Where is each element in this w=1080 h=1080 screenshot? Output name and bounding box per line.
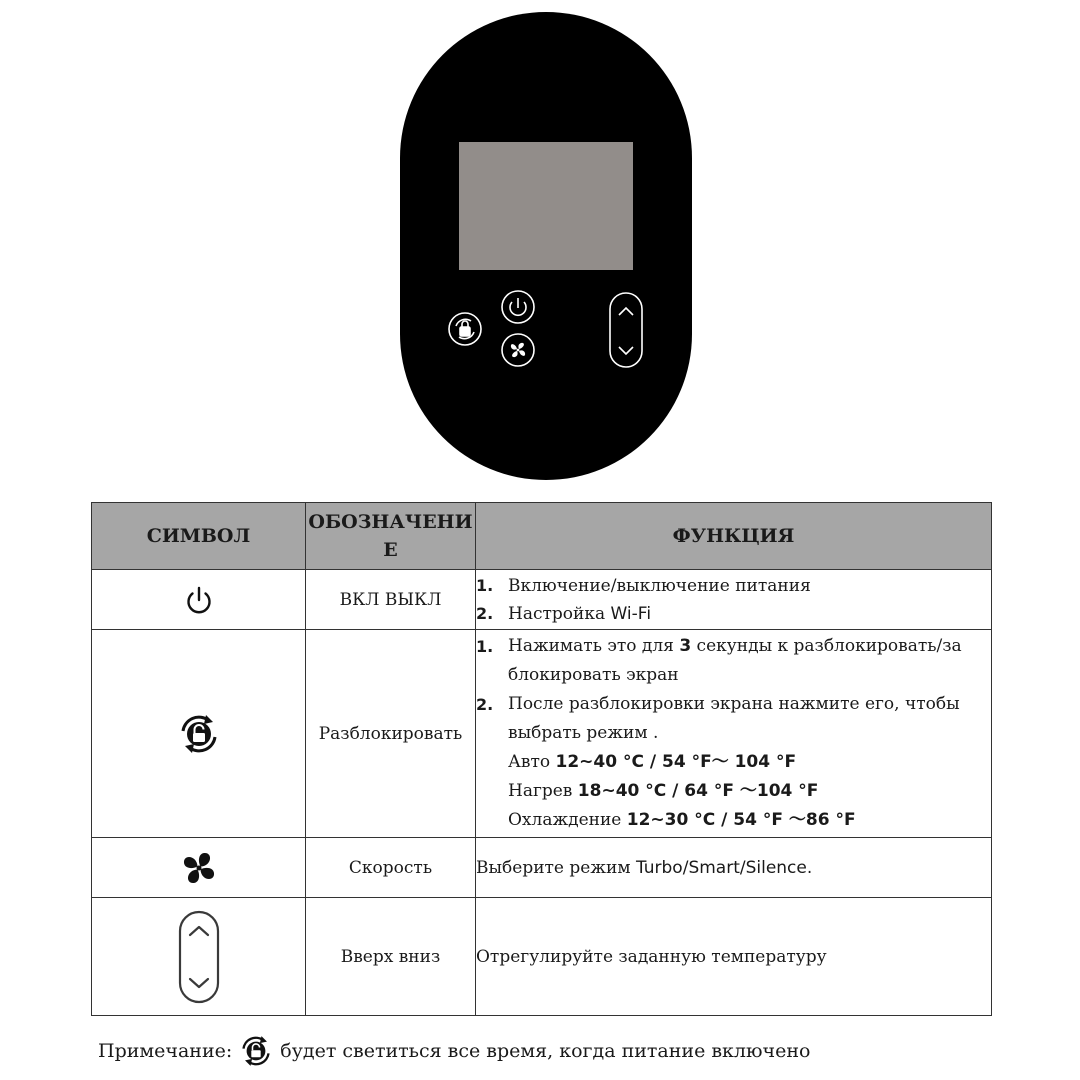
- designation-cell: Разблокировать: [306, 630, 476, 838]
- function-table: [91, 502, 992, 1016]
- function-cell: [476, 570, 992, 630]
- list-item: 2. Настройка Wi-Fi: [476, 603, 652, 624]
- symbol-cell: [92, 898, 306, 1016]
- designation-cell: Вверх вниз: [306, 898, 476, 1016]
- chevron-down-icon: [190, 979, 208, 987]
- table-row: [92, 570, 992, 630]
- table-row: [92, 898, 992, 1016]
- designation-cell: Скорость: [306, 838, 476, 898]
- list-item: 2. После разблокировки экрана нажмите его, чтобы выбрать режим .: [476, 694, 960, 743]
- table-header-row: [92, 503, 992, 570]
- function-cell: Выберите режим Turbo/Smart/Silence.: [476, 838, 992, 898]
- note-text: будет светиться все время, когда питание включено: [280, 1040, 811, 1062]
- mode-cool: Охлаждение 12~30 °C / 54 °F ～86 °F: [508, 810, 856, 830]
- thermostat-device: [400, 12, 692, 480]
- lock-rotate-icon: [176, 723, 222, 742]
- table-row: [92, 630, 992, 838]
- symbol-cell: [92, 630, 306, 838]
- note-label: Примечание:: [98, 1040, 233, 1062]
- header-function: ФУНКЦИЯ: [476, 503, 992, 570]
- symbol-cell: [92, 838, 306, 898]
- header-designation: ОБОЗНАЧЕНИЕ: [306, 503, 476, 570]
- table-row: [92, 838, 992, 898]
- fan-icon: [179, 857, 219, 876]
- function-cell: Отрегулируйте заданную температуру: [476, 898, 992, 1016]
- symbol-cell: [92, 570, 306, 630]
- chevron-up-icon: [190, 927, 208, 935]
- function-cell: [476, 630, 992, 838]
- lock-rotate-icon: [238, 1033, 274, 1069]
- footnote: [98, 1033, 810, 1069]
- list-item: 1. Нажимать это для 3 секунды к разблокировать/за блокировать экран: [476, 636, 962, 685]
- designation-cell: ВКЛ ВЫКЛ: [306, 570, 476, 630]
- mode-heat: Нагрев 18~40 °C / 64 °F ～104 °F: [508, 781, 819, 801]
- up-down-icon: [177, 946, 221, 965]
- header-symbol: СИМВОЛ: [92, 503, 306, 570]
- mode-auto: Авто 12~40 °C / 54 °F～ 104 °F: [508, 752, 797, 772]
- device-screen: [459, 142, 633, 270]
- power-icon: [184, 589, 214, 608]
- list-item: 1. Включение/выключение питания: [476, 575, 811, 596]
